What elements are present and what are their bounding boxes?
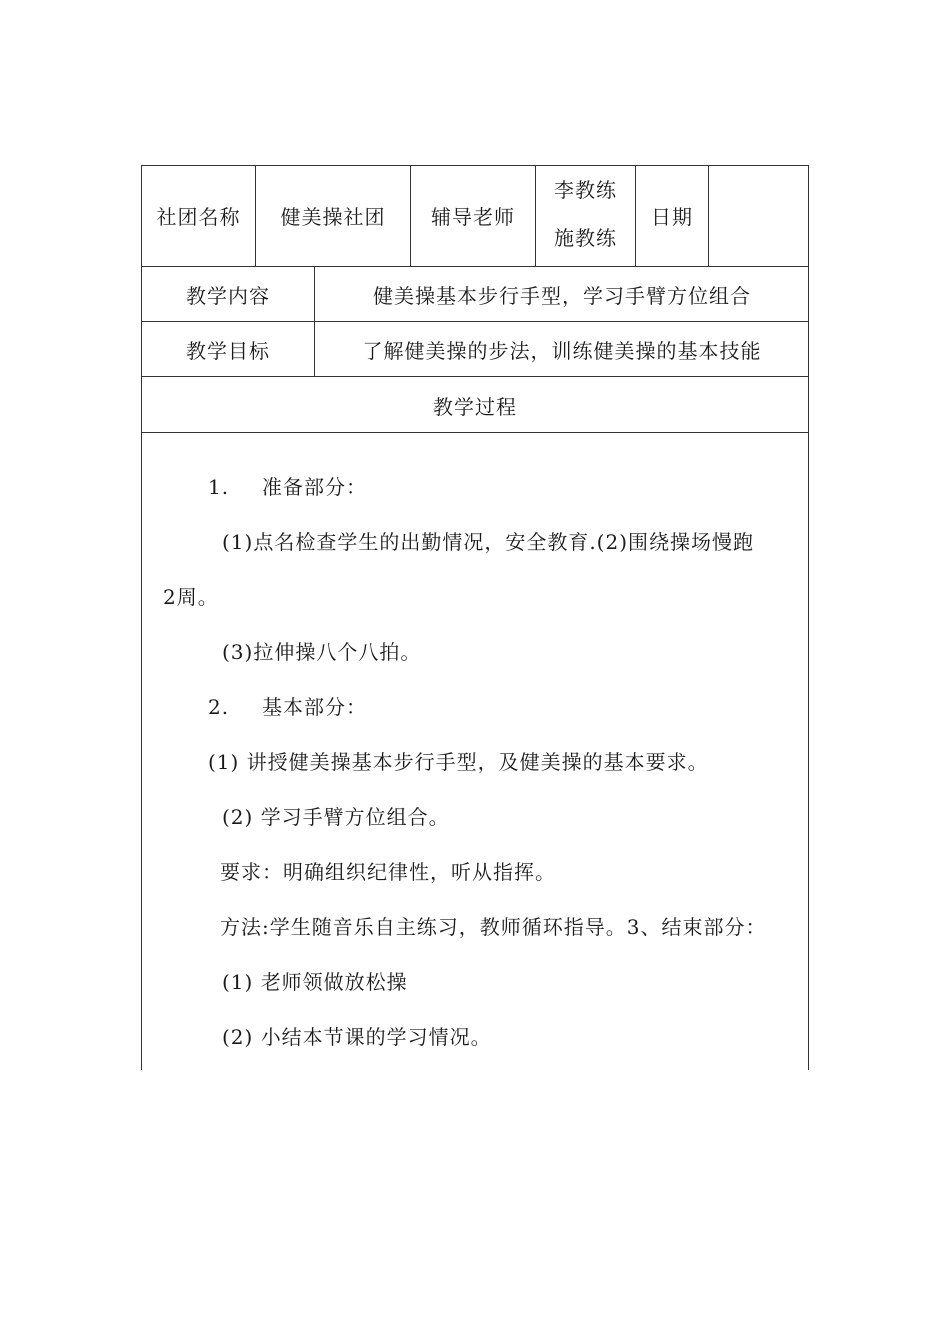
- process-title: 教学过程: [433, 395, 517, 419]
- section-1-number: 1.: [208, 475, 230, 499]
- advisor-name-2: 施教练: [554, 226, 617, 250]
- club-name-label: 社团名称: [156, 205, 241, 229]
- club-name-value: 健美操社团: [280, 205, 386, 229]
- goal-label: 教学目标: [186, 339, 270, 363]
- section-1-line-3: (3)拉伸操八个八拍。: [222, 640, 422, 664]
- date-label: 日期: [651, 205, 693, 229]
- lesson-table: [141, 165, 809, 1070]
- section-2-line-2: (2) 学习手臂方位组合。: [222, 805, 450, 829]
- advisor-label: 辅导老师: [431, 205, 515, 229]
- section-3-line-1: (1) 老师领做放松操: [222, 970, 408, 994]
- column-divider: [708, 166, 709, 266]
- section-1-line-2: 2周。: [163, 585, 219, 609]
- content-label: 教学内容: [186, 284, 270, 308]
- section-2-title: 基本部分：: [262, 695, 367, 719]
- section-2-line-4: 方法:学生随音乐自主练习，教师循环指导。3、结束部分：: [220, 915, 767, 939]
- row-divider: [142, 376, 808, 377]
- section-1-line-1: (1)点名检查学生的出勤情况，安全教育.(2)围绕操场慢跑: [222, 530, 755, 554]
- goal-value: 了解健美操的步法，训练健美操的基本技能: [362, 339, 762, 363]
- content-value: 健美操基本步行手型，学习手臂方位组合: [373, 284, 751, 308]
- row-divider: [142, 432, 808, 433]
- section-3-line-2: (2) 小结本节课的学习情况。: [222, 1025, 492, 1049]
- row-divider: [142, 266, 808, 267]
- section-2-line-3: 要求：明确组织纪律性，听从指挥。: [220, 860, 556, 884]
- section-2-number: 2.: [208, 695, 230, 719]
- section-1-title: 准备部分：: [262, 475, 367, 499]
- advisor-name-1: 李教练: [554, 178, 617, 202]
- row-divider: [142, 321, 808, 322]
- section-2-line-1: (1) 讲授健美操基本步行手型，及健美操的基本要求。: [208, 750, 709, 774]
